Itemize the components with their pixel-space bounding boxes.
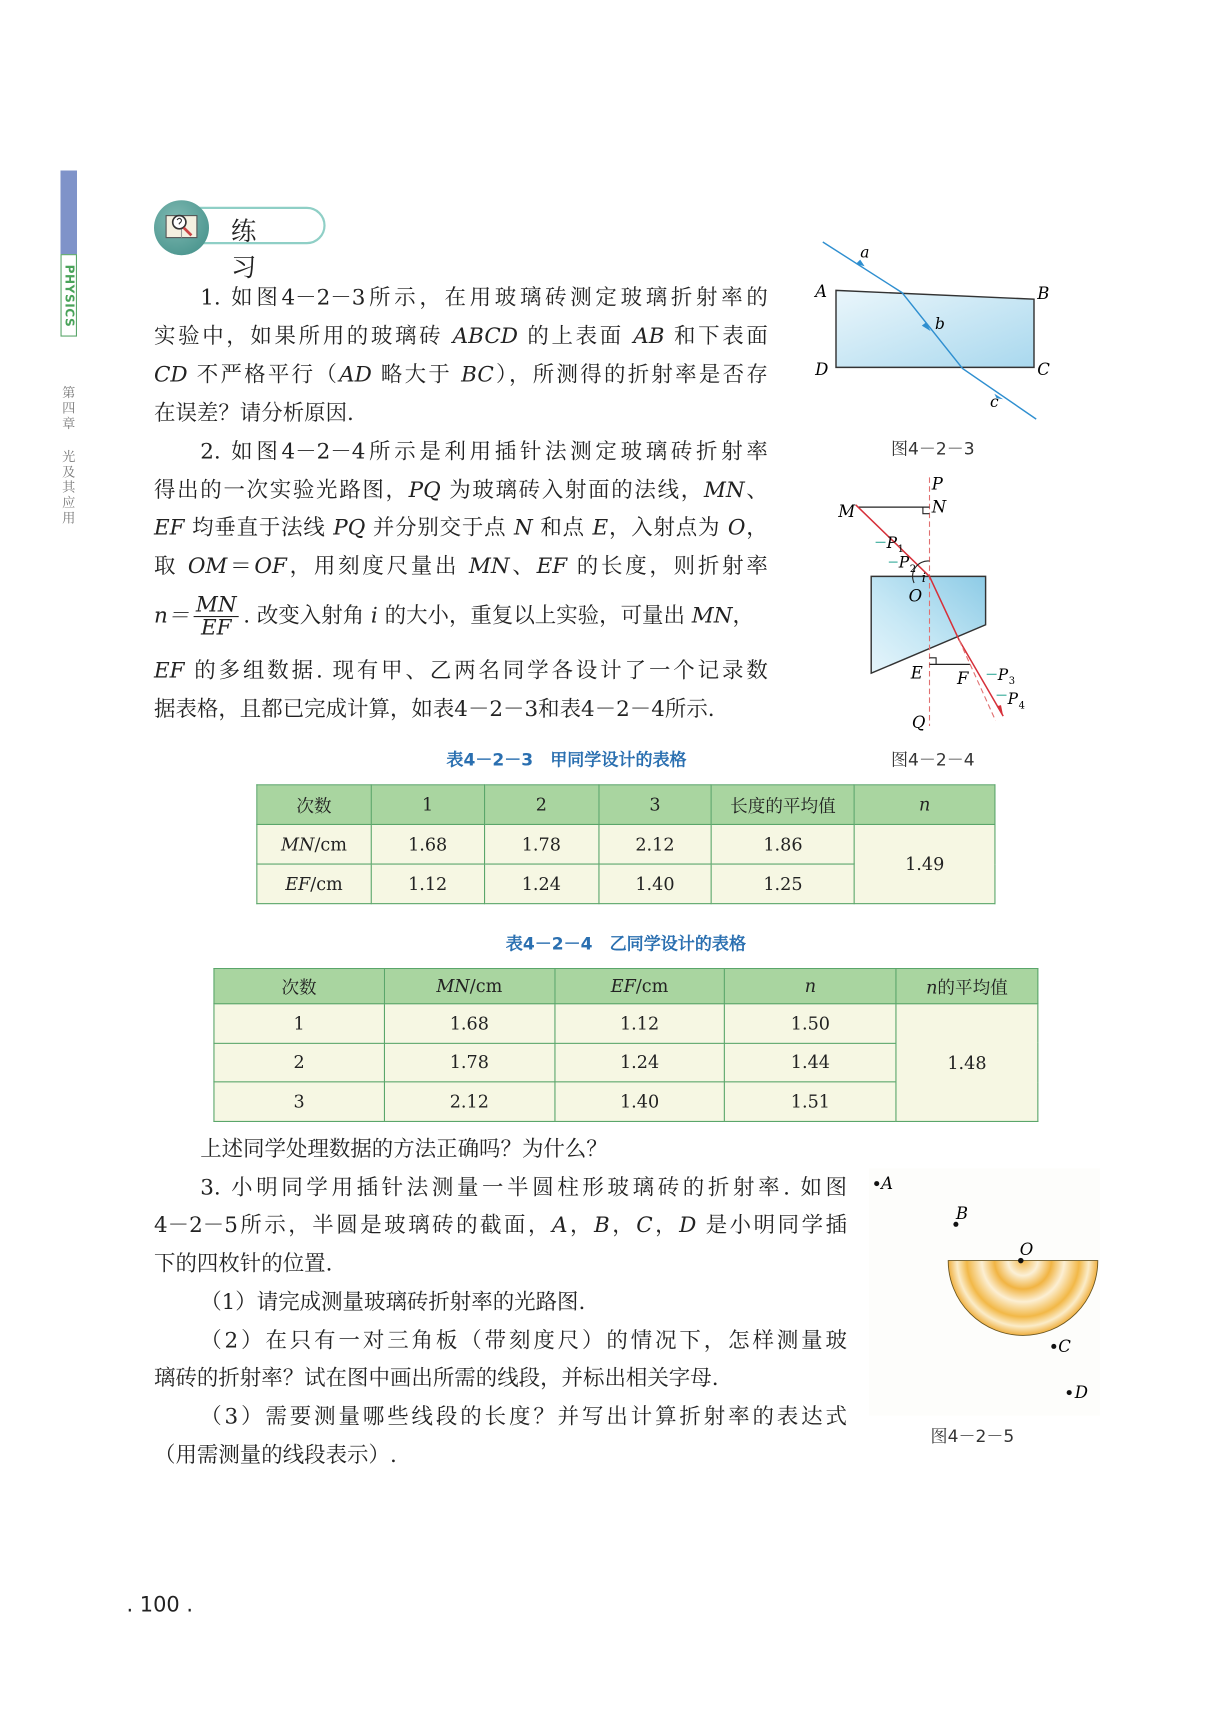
cell: 2 <box>214 1043 384 1082</box>
label-C: C <box>1037 360 1050 380</box>
chapter-number: 第四章 <box>62 385 76 432</box>
q3-line: 3. 小明同学用插针法测量一半圆柱形玻璃砖的折射率. 如图 <box>200 1174 847 1201</box>
label-O: O <box>908 586 923 606</box>
right-angle-mark <box>923 507 930 514</box>
fraction-denominator: EF <box>200 614 232 641</box>
q2-line: 2. 如图4－2－4所示是利用插针法测定玻璃砖折射率 <box>200 438 768 465</box>
q2-line: EF 的多组数据. 现有甲、乙两名同学各设计了一个记录数 <box>154 657 768 684</box>
q3-line: 璃砖的折射率？试在图中画出所需的线段，并标出相关字母. <box>154 1365 719 1391</box>
figure-4-2-4 <box>837 475 1025 733</box>
cell-n-average: 1.48 <box>896 1004 1038 1122</box>
header-cell: 1 <box>371 785 484 825</box>
label-P2-sub: 2 <box>909 564 916 575</box>
q1-line: CD 不严格平行（AD 略大于 BC），所测得的折射率是否存 <box>154 361 768 388</box>
pin-d <box>1067 1390 1072 1395</box>
label-P4: P <box>1007 690 1018 708</box>
cell: 1.44 <box>725 1043 896 1082</box>
label-B: B <box>1037 284 1050 304</box>
label-P1-sub: 1 <box>897 544 904 556</box>
header-cell: 次数 <box>214 969 384 1004</box>
label-N: N <box>931 497 947 517</box>
table-4-2-4-caption: 表4－2－4 乙同学设计的表格 <box>505 933 746 954</box>
table-4-2-3-caption: 表4－2－3 甲同学设计的表格 <box>446 750 687 770</box>
cell: 1.40 <box>554 1082 724 1121</box>
label-F: F <box>956 669 969 689</box>
label-P: P <box>931 474 943 494</box>
label-D: D <box>815 360 829 380</box>
table-4-2-4 <box>213 968 1038 1122</box>
table-row <box>257 824 995 864</box>
header-cell: EF/cm <box>554 969 724 1004</box>
label-D: D <box>1074 1383 1088 1403</box>
q2-line: 据表格，且都已完成计算，如表4－2－3和表4－2－4所示. <box>154 696 715 722</box>
cell: 1 <box>214 1004 384 1043</box>
chapter-title: 光及其应用 <box>62 448 76 526</box>
cell: 1.78 <box>484 824 598 864</box>
header-cell: 3 <box>598 785 711 825</box>
cell: 1.68 <box>371 824 484 864</box>
label-a: a <box>860 243 870 262</box>
cell: 1.50 <box>725 1004 896 1043</box>
label-P3-sub: 3 <box>1008 676 1015 688</box>
q3-line: （3）需要测量哪些线段的长度？并写出计算折射率的表达式 <box>200 1403 847 1429</box>
label-E: E <box>910 663 923 683</box>
glass-brick <box>871 576 985 673</box>
cell: 1.51 <box>725 1082 896 1121</box>
q2-line: 得出的一次实验光路图，PQ 为玻璃砖入射面的法线，MN、 <box>154 477 768 503</box>
label-B: B <box>955 1203 969 1223</box>
label-P2: P <box>898 553 910 572</box>
formula-rest: . 改变入射角 i 的大小，重复以上实验，可量出 MN， <box>243 602 754 629</box>
cell: 2.12 <box>384 1082 554 1121</box>
page-number: . 100 . <box>126 1592 193 1617</box>
cell-average: 1.86 <box>711 824 854 864</box>
cell-average: 1.25 <box>711 864 854 904</box>
cell: 1.78 <box>384 1043 554 1082</box>
header-cell: n <box>854 785 995 825</box>
formula-lhs: n＝ <box>154 602 190 629</box>
table-4-2-3 <box>256 784 995 904</box>
header-cell: n <box>725 969 896 1004</box>
figure-4-2-5 <box>869 1168 1100 1416</box>
cell: 3 <box>214 1082 384 1121</box>
cell-n: 1.49 <box>854 824 995 903</box>
cell: 1.12 <box>371 864 484 904</box>
q1-line: 1. 如图4－2－3所示，在用玻璃砖测定玻璃折射率的 <box>200 284 768 311</box>
figure-4-2-3 <box>813 242 1050 419</box>
cell: 1.40 <box>598 864 711 904</box>
label-O: O <box>1019 1240 1034 1260</box>
pin-a <box>874 1181 879 1186</box>
fraction-numerator: MN <box>194 594 239 617</box>
label-A: A <box>881 1174 894 1194</box>
label-b: b <box>935 314 945 333</box>
q2-line: 取 OM＝OF，用刻度尺量出 MN、EF 的长度，则折射率 <box>154 553 768 579</box>
label-P1: P <box>886 533 897 552</box>
follow-up-question: 上述同学处理数据的方法正确吗？为什么？ <box>200 1136 608 1162</box>
header-cell: 长度的平均值 <box>711 785 854 825</box>
table-row <box>214 1004 1038 1043</box>
header-cell: MN/cm <box>384 969 554 1004</box>
q3-line: （2）在只有一对三角板（带刻度尺）的情况下，怎样测量玻 <box>200 1327 847 1353</box>
row-label: MN/cm <box>257 824 371 864</box>
table-header-row <box>214 969 1038 1004</box>
cell: 1.24 <box>554 1043 724 1082</box>
cell: 2.12 <box>598 824 711 864</box>
exercise-title: 练 习 <box>231 217 272 283</box>
q3-line: （1）请完成测量玻璃砖折射率的光路图. <box>200 1289 586 1315</box>
arrow-icon <box>997 705 1004 716</box>
subject-label: PHYSICS <box>61 264 76 327</box>
label-M: M <box>838 502 856 521</box>
figure-4-2-5-caption: 图4－2－5 <box>930 1426 1015 1447</box>
header-cell: 2 <box>484 785 598 825</box>
label-c: c <box>989 392 999 411</box>
header-cell: 次数 <box>257 785 371 825</box>
figure-4-2-4-caption: 图4－2－4 <box>890 750 975 770</box>
right-angle-mark <box>930 658 937 665</box>
label-i: i <box>921 570 927 586</box>
figure-4-2-3-caption: 图4－2－3 <box>890 438 975 459</box>
cell: 1.24 <box>484 864 598 904</box>
q3-line: 下的四枚针的位置. <box>154 1250 333 1276</box>
label-P3: P <box>997 665 1009 684</box>
q3-line: 4－2－5所示，半圆是玻璃砖的截面，A，B，C，D 是小明同学插 <box>154 1212 847 1238</box>
header-cell: n的平均值 <box>896 969 1038 1004</box>
q2-line: EF 均垂直于法线 PQ 并分别交于点 N 和点 E，入射点为 O， <box>154 514 768 541</box>
q1-line: 在误差？请分析原因. <box>154 400 354 426</box>
row-label: EF/cm <box>257 864 371 904</box>
label-Q: Q <box>911 713 926 733</box>
q1-line: 实验中，如果所用的玻璃砖 ABCD 的上表面 AB 和下表面 <box>154 323 768 349</box>
table-header-row <box>257 785 995 825</box>
pin-c <box>1051 1344 1056 1349</box>
label-C: C <box>1058 1336 1071 1356</box>
q3-line: （用需测量的线段表示）. <box>154 1442 397 1468</box>
cell: 1.68 <box>384 1004 554 1043</box>
cell: 1.12 <box>554 1004 724 1043</box>
label-P4-sub: 4 <box>1018 700 1025 712</box>
label-A: A <box>815 282 828 301</box>
